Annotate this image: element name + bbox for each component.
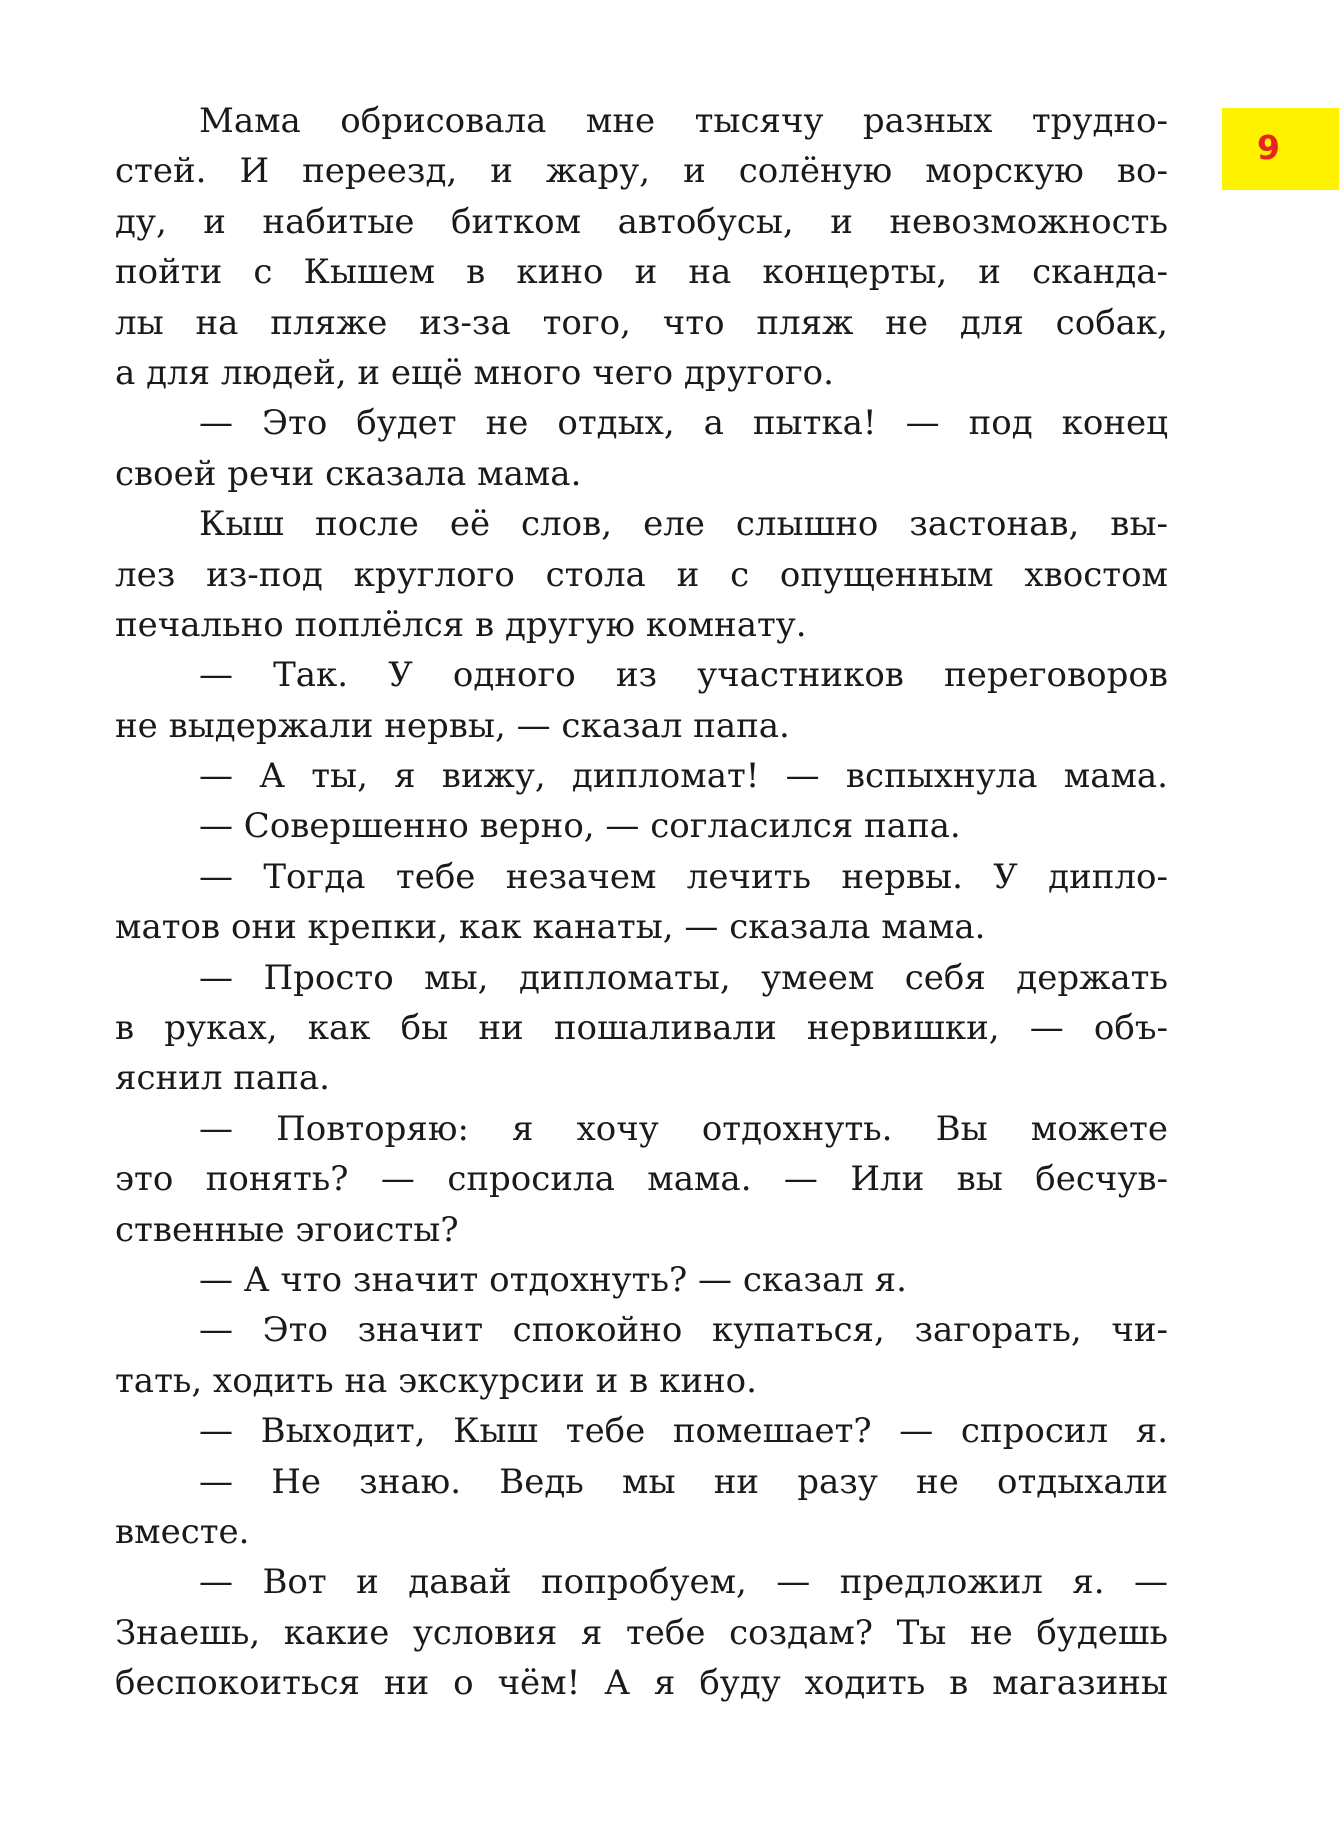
- text-line: ственные эгоисты?: [115, 1209, 459, 1250]
- text-line: не выдержали нервы, — сказал папа.: [115, 705, 790, 746]
- text-line: — Повторяю: я хочу отдохнуть. Вы можете: [199, 1108, 1168, 1149]
- text-line: печально поплёлся в другую комнату.: [115, 604, 807, 645]
- text-line: пойти с Кышем в кино и на концерты, и сканда-: [115, 252, 1168, 293]
- text-line: Знаешь, какие условия я тебе создам? Ты не будешь: [115, 1612, 1168, 1653]
- text-line: — Совершенно верно, — согласился папа.: [199, 806, 961, 847]
- text-line: матов они крепки, как канаты, — сказала мама.: [115, 907, 986, 948]
- text-line: это понять? — спросила мама. — Или вы бесчув-: [115, 1159, 1168, 1200]
- text-line: беспокоиться ни о чём! А я буду ходить в магазины: [115, 1663, 1168, 1704]
- page-number: 9: [1257, 127, 1280, 167]
- text-line: — Выходит, Кыш тебе помешает? — спросил я.: [199, 1411, 1168, 1452]
- text-line: а для людей, и ещё много чего другого.: [115, 352, 834, 393]
- text-line: — Так. У одного из участников переговоров: [199, 655, 1168, 696]
- text-line: лез из-под круглого стола и с опущенным хвостом: [115, 554, 1168, 595]
- text-line: яснил папа.: [115, 1058, 330, 1099]
- text-line: Мама обрисовала мне тысячу разных трудно-: [199, 101, 1168, 141]
- text-line: — Не знаю. Ведь мы ни разу не отдыхали: [199, 1461, 1168, 1502]
- text-line: — Это значит спокойно купаться, загорать, чи-: [199, 1310, 1168, 1351]
- body-text: [115, 96, 1168, 1709]
- text-line: — А ты, я вижу, дипломат! — вспыхнула мама.: [199, 756, 1168, 797]
- text-line: своей речи сказала мама.: [115, 453, 582, 494]
- text-line: — Вот и давай попробуем, — предложил я. —: [199, 1562, 1168, 1603]
- text-line: — Это будет не отдых, а пытка! — под конец: [199, 403, 1168, 444]
- text-line: — Просто мы, дипломаты, умеем себя держать: [199, 957, 1168, 998]
- text-line: вместе.: [115, 1511, 250, 1552]
- text-line: ду, и набитые битком автобусы, и невозможность: [115, 201, 1168, 242]
- text-line: — Тогда тебе незачем лечить нервы. У дипло-: [199, 856, 1168, 897]
- text-line: в руках, как бы ни пошаливали нервишки, — объ-: [115, 1008, 1168, 1049]
- text-line: лы на пляже из-за того, что пляж не для собак,: [115, 302, 1168, 343]
- text-line: Кыш после её слов, еле слышно застонав, вы-: [199, 504, 1168, 545]
- text-line: стей. И переезд, и жару, и солёную морскую во-: [115, 151, 1168, 192]
- text-line: — А что значит отдохнуть? — сказал я.: [199, 1259, 907, 1300]
- page-number-tab: [1222, 108, 1339, 190]
- text-line: тать, ходить на экскурсии и в кино.: [115, 1360, 757, 1401]
